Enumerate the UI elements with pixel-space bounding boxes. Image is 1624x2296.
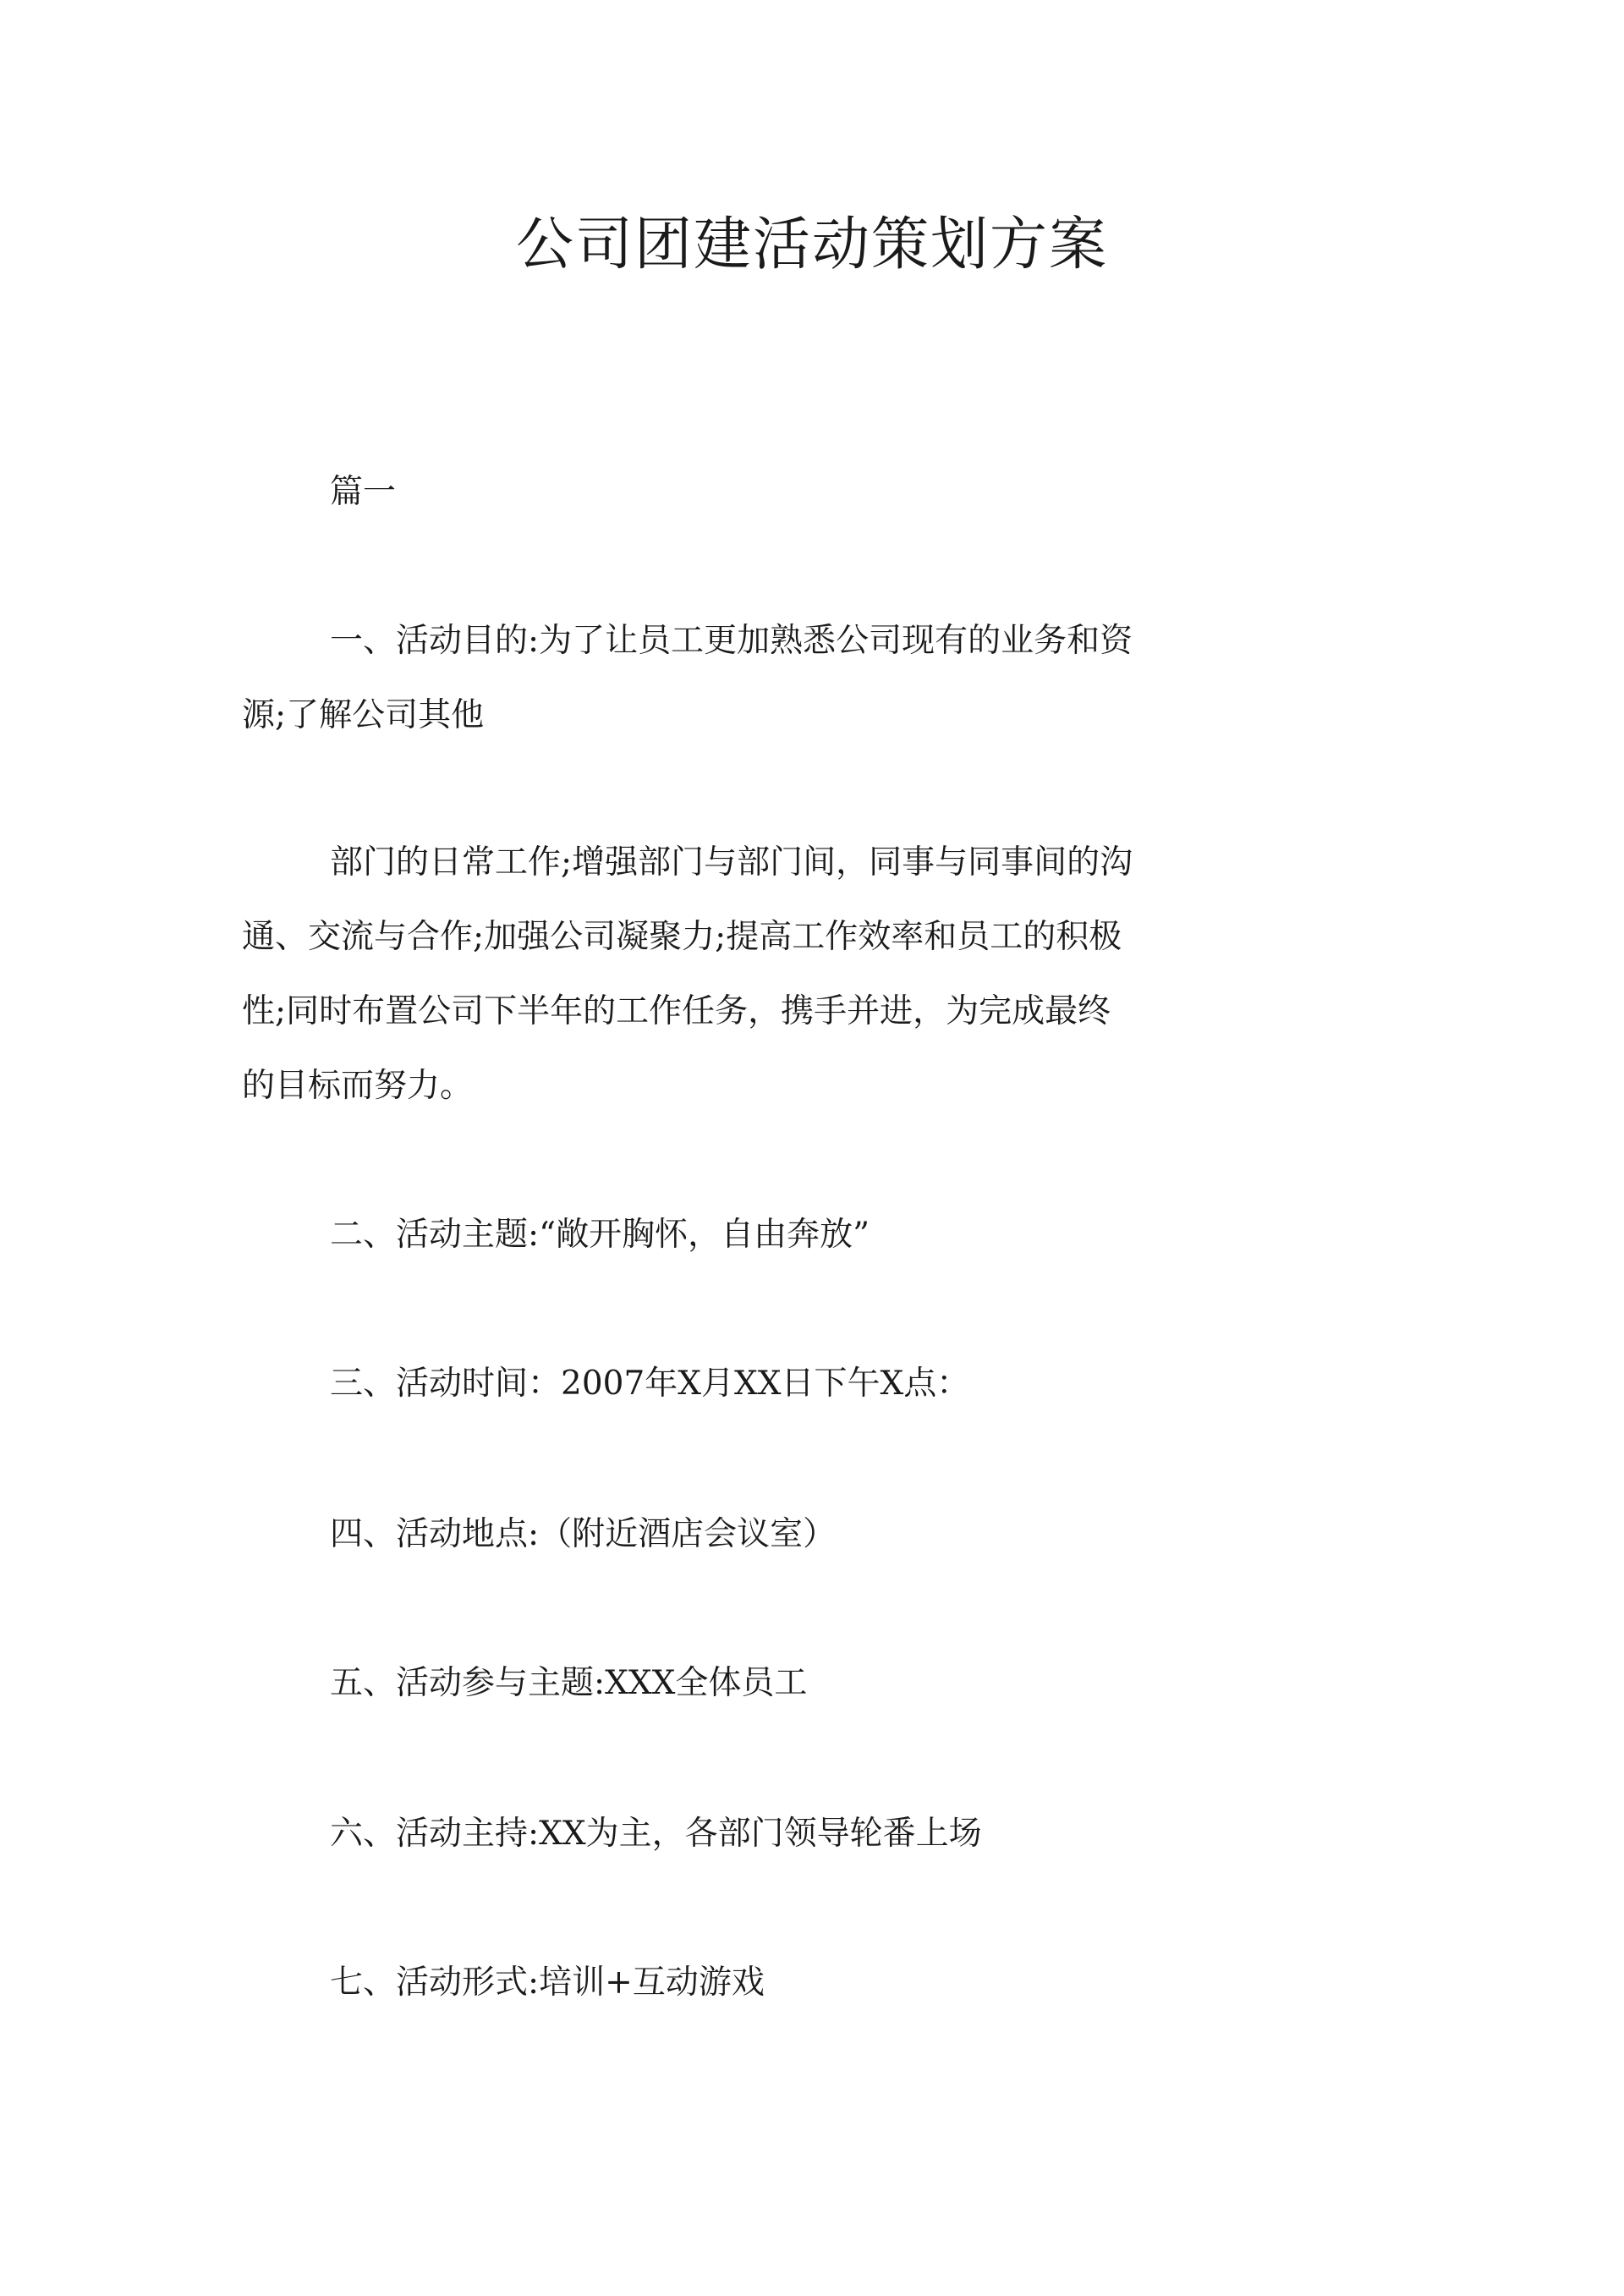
paragraph-theme: 二、活动主题:“敞开胸怀，自由奔放” <box>330 1216 870 1254</box>
paragraph-location: 四、活动地点:（附近酒店会议室） <box>330 1515 837 1553</box>
document-title: 公司团建活动策划方案 <box>515 211 1108 278</box>
paragraph-purpose: 一、活动目的:为了让员工更加熟悉公司现有的业务和资源;了解公司其他 <box>242 622 1133 734</box>
paragraph-format: 七、活动形式:培训+互动游戏 <box>330 1964 765 2002</box>
paragraph-purpose-continued: 部门的日常工作;增强部门与部门间，同事与同事间的沟通、交流与合作;加强公司凝聚力;提高工作效率和员工的积极性;同时布置公司下半年的工作任务，携手并进，为完成最终的目标而努力。 <box>242 843 1133 1105</box>
section-label: 篇一 <box>330 473 397 511</box>
paragraph-time: 三、活动时间：2007年X月XX日下午X点： <box>330 1365 970 1403</box>
paragraph-participants: 五、活动参与主题:XXX全体员工 <box>330 1664 808 1702</box>
paragraph-host: 六、活动主持:XX为主，各部门领导轮番上场 <box>330 1815 982 1853</box>
